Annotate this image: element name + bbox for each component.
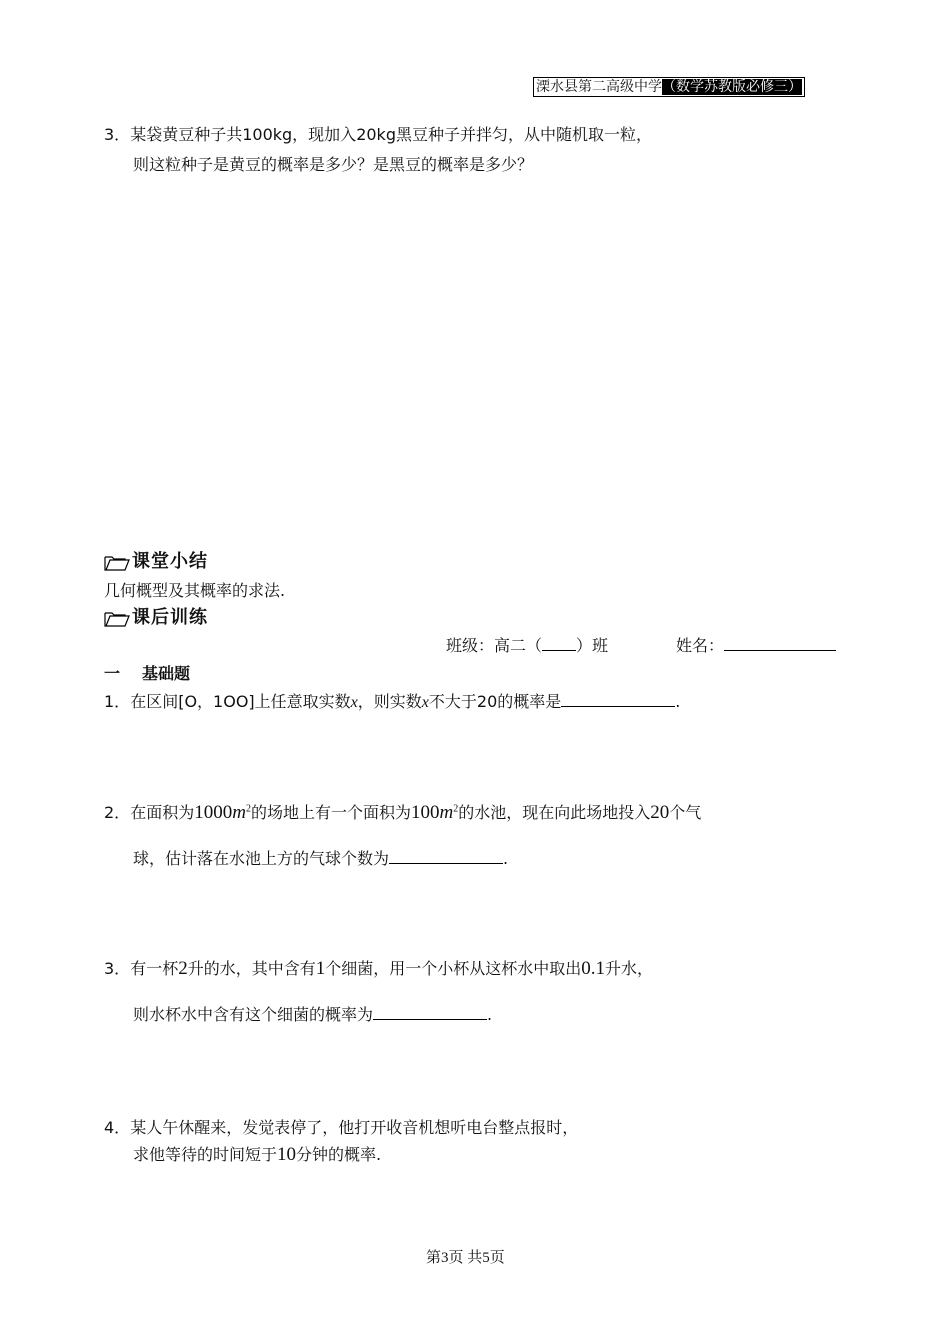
question-3-line-1: 3．有一杯2升的水，其中含有1个细菌，用一个小杯从这杯水中取出0.1升水， <box>104 958 653 979</box>
name-blank[interactable] <box>724 634 836 651</box>
weight-soybean: 100kg <box>242 125 293 144</box>
answer-blank[interactable] <box>373 1003 487 1020</box>
header-book: （数学苏教版必修三） <box>662 79 802 95</box>
problem-number: 3． <box>104 125 131 144</box>
class-blank[interactable] <box>542 634 576 651</box>
folder-icon <box>104 609 130 627</box>
class-field[interactable]: 班级：高二（ ）班 <box>446 636 609 655</box>
question-1: 1．在区间[O，1OO]上任意取实数x，则实数x不大于20的概率是 . <box>104 692 681 711</box>
page-footer: 第3页 共5页 <box>426 1250 505 1266</box>
weight-blackbean: 20kg <box>356 125 396 144</box>
summary-heading: 课堂小结 <box>104 547 208 573</box>
question-4-line-2: 求他等待的时间短于10分钟的概率. <box>133 1144 382 1165</box>
problem-3-line-2: 则这粒种子是黄豆的概率是多少？是黑豆的概率是多少？ <box>133 155 534 174</box>
name-field[interactable]: 姓名： <box>676 633 836 656</box>
problem-3-line-1: 3．某袋黄豆种子共100kg，现加入20kg黑豆种子并拌匀，从中随机取一粒， <box>104 125 652 144</box>
question-2-line-2: 球，估计落在水池上方的气球个数为 . <box>133 849 509 868</box>
basic-heading: 一 基础题 <box>104 664 191 683</box>
folder-icon <box>104 553 130 571</box>
after-class-heading: 课后训练 <box>104 603 208 629</box>
header-school: 溧水县第二高级中学 <box>536 79 662 95</box>
question-3-line-2: 则水杯水中含有这个细菌的概率为 . <box>133 1005 493 1024</box>
current-page: 3 <box>441 1250 449 1266</box>
answer-blank[interactable] <box>561 690 675 707</box>
question-4-line-1: 4．某人午休醒来，发觉表停了，他打开收音机想听电台整点报时， <box>104 1118 579 1137</box>
answer-blank[interactable] <box>389 847 503 864</box>
interval: [O，1OO] <box>178 692 255 711</box>
page-header <box>533 77 805 97</box>
question-2-line-1: 2．在面积为$1000m^2$的场地上有一个面积为$100m^2$的水池，现在向此场地投入20个气 <box>104 802 702 823</box>
summary-text: 几何概型及其概率的求法. <box>104 581 286 600</box>
total-pages: 5 <box>482 1250 490 1266</box>
